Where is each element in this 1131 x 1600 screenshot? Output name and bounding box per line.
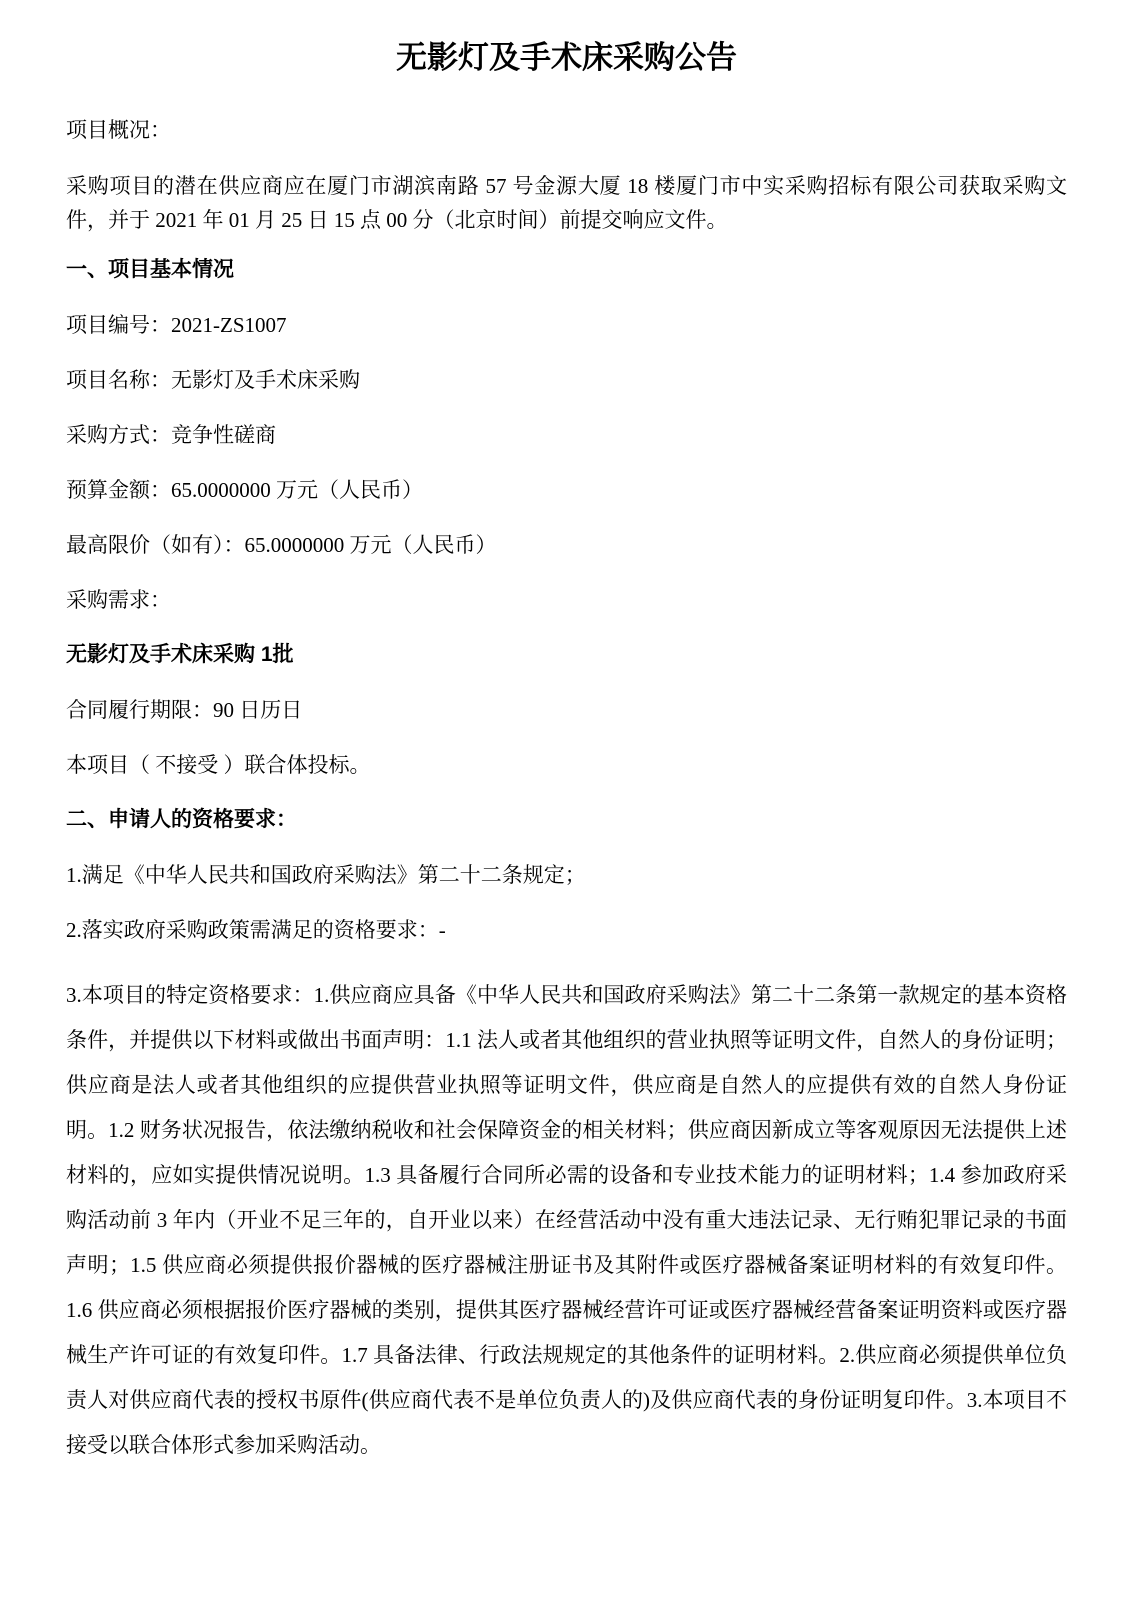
overview-paragraph: 采购项目的潜在供应商应在厦门市湖滨南路 57 号金源大厦 18 楼厦门市中实采购招标有限公司获取采购文件，并于 2021 年 01 月 25 日 15 点 00 分（北京时间）前提交响应文件。	[66, 174, 1067, 232]
max-price-limit: 最高限价（如有）：65.0000000 万元（人民币）	[66, 533, 497, 557]
project-name: 项目名称：无影灯及手术床采购	[66, 368, 360, 392]
overview-label: 项目概况：	[66, 118, 171, 142]
page-title: 无影灯及手术床采购公告	[396, 40, 737, 75]
qualification-req-1: 1.满足《中华人民共和国政府采购法》第二十二条规定；	[66, 863, 586, 887]
qualification-req-3: 3.本项目的特定资格要求：1.供应商应具备《中华人民共和国政府采购法》第二十二条第一款规定的基本资格条件，并提供以下材料或做出书面声明：1.1 法人或者其他组织的营业执照等证明文件，自然人的身份证明；供应商是法人或者其他组织的应提供营业执照等证明文件，供应商是自然人的应提供有效的自然人身份证明。1.2 财务状况报告，依法缴纳税收和社会保障资金的相关材料；供应商因新成立等客观原因无法提供上述材料的，应如实提供情况说明。1.3 具备履行合同所必需的设备和专业技术能力的证明材料；1.4 参加政府采购活动前 3 年内（开业不足三年的，自开业以来）在经营活动中没有重大违法记录、无行贿犯罪记录的书面声明；1.5 供应商必须提供报价器械的医疗器械注册证书及其附件或医疗器械备案证明材料的有效复印件。 1.6 供应商必须根据报价医疗器械的类别，提供其医疗器械经营许可证或医疗器械经营备案证明资料或医疗器械生产许可证的有效复印件。1.7 具备法律、行政法规规定的其他条件的证明材料。2.供应商必须提供单位负责人对供应商代表的授权书原件(供应商代表不是单位负责人的)及供应商代表的身份证明复印件。3.本项目不接受以联合体形式参加采购活动。	[66, 983, 1067, 1457]
project-number: 项目编号：2021-ZS1007	[66, 313, 287, 337]
qualification-req-2: 2.落实政府采购政策需满足的资格要求：-	[66, 918, 446, 942]
joint-bid-statement: 本项目（ 不接受 ）联合体投标。	[66, 753, 371, 777]
budget-amount: 预算金额：65.0000000 万元（人民币）	[66, 478, 423, 502]
procurement-method: 采购方式：竞争性磋商	[66, 423, 276, 447]
section-basic-info-heading: 一、项目基本情况	[66, 258, 234, 281]
demand-item: 无影灯及手术床采购 1批	[66, 643, 294, 666]
procurement-demand-label: 采购需求：	[66, 588, 171, 612]
section-qualification-heading: 二、申请人的资格要求：	[66, 808, 297, 831]
contract-period: 合同履行期限：90 日历日	[66, 698, 303, 722]
